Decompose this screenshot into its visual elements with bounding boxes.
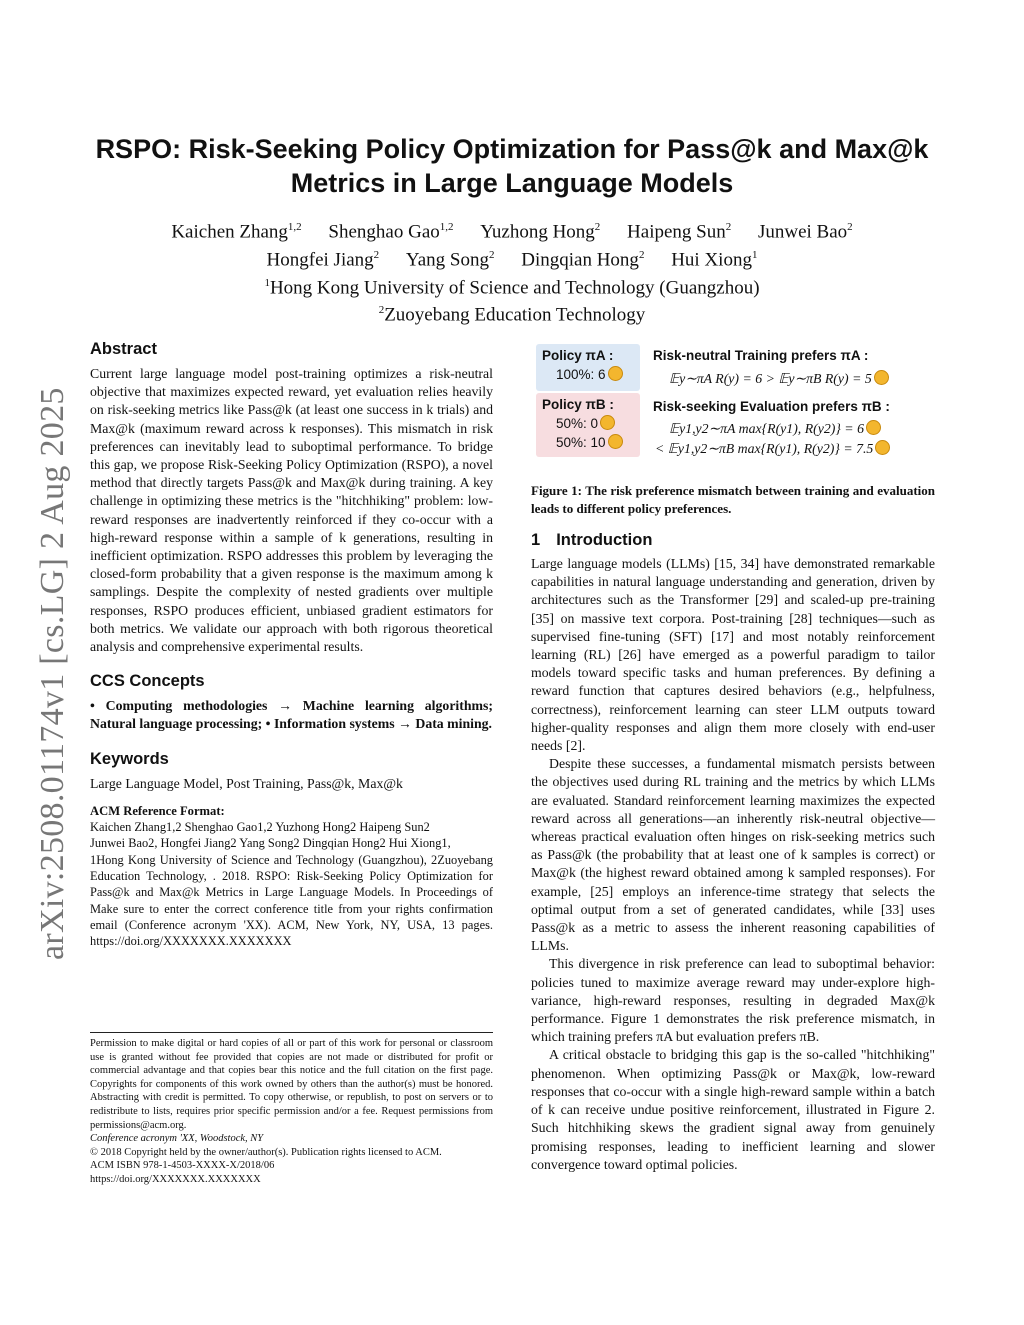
ccs-heading: CCS Concepts (90, 672, 205, 691)
intro-paragraph: Despite these successes, a fundamental mismatch persists between the objectives used during RL training and the metrics by which LLMs are evaluated. Standard reinforcement learning maximizes the expected reward across all generations—an inherently risk-neutral objective—whereas practical evaluation often hinges on risk-seeking metrics such as Pass@k (the probability that at least one of k samples is correct) or Max@k (the highest reward obtained among k sampled responses). For example, [25] employs an inference-time strategy that selects the optimal output from a set of generated candidates, while [33] uses Pass@k as a metric to assess the inherent reasoning capabilities of LLMs. (531, 756, 935, 954)
affiliation-2: $^2$Zuoyebang Education Technology (378, 304, 646, 326)
right-column (531, 340, 935, 1174)
author: Haipeng Sun$^2$ (627, 221, 732, 243)
acm-reference-heading: ACM Reference Format: (90, 803, 225, 818)
author-line-1 (80, 216, 944, 244)
intro-paragraph: This divergence in risk preference can lead to suboptimal behavior: policies tuned to maximize average reward may under-explore high-variance, high-reward responses, resulting in degraded Max@k performance. Figure 1 demonstrates the risk preference mismatch, in which training prefers πA but evaluation prefers πB. (531, 956, 935, 1045)
permission-footnote (90, 1032, 493, 1187)
risk-neutral-equation: 𝔼y∼πA R(y) = 6 > 𝔼y∼πB R(y) = 5 (669, 370, 889, 387)
arxiv-stamp: arXiv:2508.01174v1 [cs.LG] 2 Aug 2025 (34, 387, 71, 960)
copyright-line: © 2018 Copyright held by the owner/author(s). Publication rights licensed to ACM. (90, 1146, 442, 1158)
conference-line: Conference acronym 'XX, Woodstock, NY (90, 1133, 264, 1145)
risk-seeking-equation-1: 𝔼y1,y2∼πA max{R(y1), R(y2)} = 6 (669, 420, 881, 437)
intro-paragraph: Large language models (LLMs) [15, 34] have demonstrated remarkable capabilities in natural language understanding and generation, driven by architectures such as the Transformer [29] and scaled-up pre-training [35] on massive text corpora. Post-training [28] techniques—such as supervised fine-tuning (SFT) [17] and most notably reinforcement learning (RL) [26] have emerged as a powerful paradigm to tailor models toward specific tasks and human preferences. By defining a reward function that captures desired behaviors (e.g., helpfulness, correctness), reinforcement learning can steer LLM outputs toward higher-quality responses and align them more closely with end-user needs [2]. (531, 556, 935, 754)
author: Junwei Bao$^2$ (757, 221, 853, 243)
author: Shenghao Gao$^{1,2}$ (328, 221, 454, 243)
author: Hui Xiong$^1$ (671, 248, 758, 271)
intro-paragraph: A critical obstacle to bridging this gap is the so-called "hitchhiking" phenomenon. When optimizing Pass@k or Max@k, low-reward responses that co-occur with a single high-reward sample within a batch of k can receive undue positive reinforcement, illustrated in Figure 2. Such hitchhiking skews the gradient signal away from genuinely promising responses, leading to inefficient learning and slower convergence toward optimal policies. (531, 1047, 935, 1172)
risk-seeking-title: Risk-seeking Evaluation prefers πB : (653, 399, 890, 414)
keywords-text: Large Language Model, Post Training, Pass@k, Max@k (90, 775, 403, 791)
permission-text: Permission to make digital or hard copies of all or part of this work for personal or classroom use is granted without fee provided that copies are not made or distributed for profit or commercial advantage and that copies bear this notice and the full citation on the first page. Copyrights for components of this work owned by others than the author(s) must be honored. Abstracting with credit is permitted. To copy otherwise, or republish, to post on servers or to redistribute to lists, requires prior specific permission and/or a fee. Request permissions from permissions@acm.org. (90, 1038, 493, 1131)
intro-heading: 1 Introduction (531, 531, 653, 549)
abstract-section (90, 340, 493, 656)
coin-icon (600, 415, 615, 430)
keywords-heading: Keywords (90, 749, 169, 768)
policy-b-box (536, 393, 640, 457)
policy-b-label: Policy πB : (542, 397, 614, 412)
doi-line: https://doi.org/XXXXXXX.XXXXXXX (90, 1173, 261, 1185)
acm-reference-authors-a: Kaichen Zhang1,2 Shenghao Gao1,2 Yuzhong Hong2 Haipeng Sun2 (90, 820, 430, 835)
risk-seeking-equation-2: < 𝔼y1,y2∼πB max{R(y1), R(y2)} = 7.5 (655, 440, 890, 457)
coin-icon (608, 366, 623, 381)
coin-icon (866, 420, 881, 435)
coin-icon (875, 440, 890, 455)
coin-icon (608, 434, 623, 449)
affiliation-1: $^1$Hong Kong University of Science and Technology (Guangzhou) (264, 276, 760, 298)
author-line-2 (80, 244, 944, 272)
acm-reference (90, 803, 493, 950)
abstract-text: Current large language model post-training optimizes a risk-neutral objective that maximizes expected reward, yet evaluation relies heavily on risk-seeking metrics like Pass@k (at least one success in k trials) and Max@k (maximum reward across k responses). This mismatch in risk preferences can inevitably lead to suboptimal performance. To bridge this gap, we propose Risk-Seeking Policy Optimization (RSPO), a novel method that directly targets Pass@k and Max@k during training. A key challenge in optimizing these metrics is the "hitchhiking" problem: low-reward responses are inadvertently reinforced if they co-occur with a high-reward response within a sample of k generations, resulting in inefficient optimization. RSPO addresses this problem by leveraging the closed-form probability that a given response is the maximum among k samplings. Despite the complexity of nested gradients over multiple responses, RSPO produces efficient, unbiased gradient estimators for both metrics. We validate our approach with both rigorous theoretical analysis and comprehensive experimental results. (90, 366, 493, 655)
ccs-section (90, 672, 493, 733)
figure-1-caption: Figure 1: The risk preference mismatch between training and evaluation leads to different policy preferences. (531, 483, 935, 516)
policy-a-row: 100%: 6 (536, 363, 640, 382)
author: Hongfei Jiang$^2$ (266, 248, 380, 271)
ccs-text: • Computing methodologies → Machine learning algorithms; Natural language processing; • Information systems → Data mining. (90, 698, 493, 732)
acm-reference-authors-b: Junwei Bao2, Hongfei Jiang2 Yang Song2 Dingqian Hong2 Hui Xiong1, (90, 836, 451, 851)
policy-b-row-1: 50%: 0 (536, 412, 640, 431)
policy-b-row-2: 50%: 10 (536, 431, 640, 450)
coin-icon (874, 370, 889, 385)
author: Dingqian Hong$^2$ (521, 248, 645, 271)
policy-a-label: Policy πA : (542, 348, 614, 363)
policy-a-box (536, 344, 640, 391)
abstract-heading: Abstract (90, 340, 157, 358)
acm-reference-text: 1Hong Kong University of Science and Technology (Guangzhou), 2Zuoyebang Education Technology, . 2018. RSPO: Risk-Seeking Policy Optimization for Pass@k and Max@k Metrics in Large Language Models. In Proceedings of Make sure to enter the correct conference title from your rights confirmation email (Conference acronym 'XX). ACM, New York, NY, USA, 13 pages. https://doi.org/XXXXXXX.XXXXXXX (90, 852, 493, 949)
author-block (80, 216, 944, 327)
left-column (90, 340, 493, 950)
figure-1 (531, 340, 935, 480)
paper-title: RSPO: Risk-Seeking Policy Optimization for Pass@k and Max@k Metrics in Large Language Models (95, 134, 929, 198)
intro-body (531, 555, 935, 1174)
author: Yuzhong Hong$^2$ (480, 221, 601, 243)
author: Kaichen Zhang$^{1,2}$ (171, 221, 302, 243)
risk-neutral-title: Risk-neutral Training prefers πA : (653, 348, 869, 363)
isbn-line: ACM ISBN 978-1-4503-XXXX-X/2018/06 (90, 1160, 275, 1172)
author: Yang Song$^2$ (405, 248, 495, 271)
keywords-section (90, 750, 493, 793)
